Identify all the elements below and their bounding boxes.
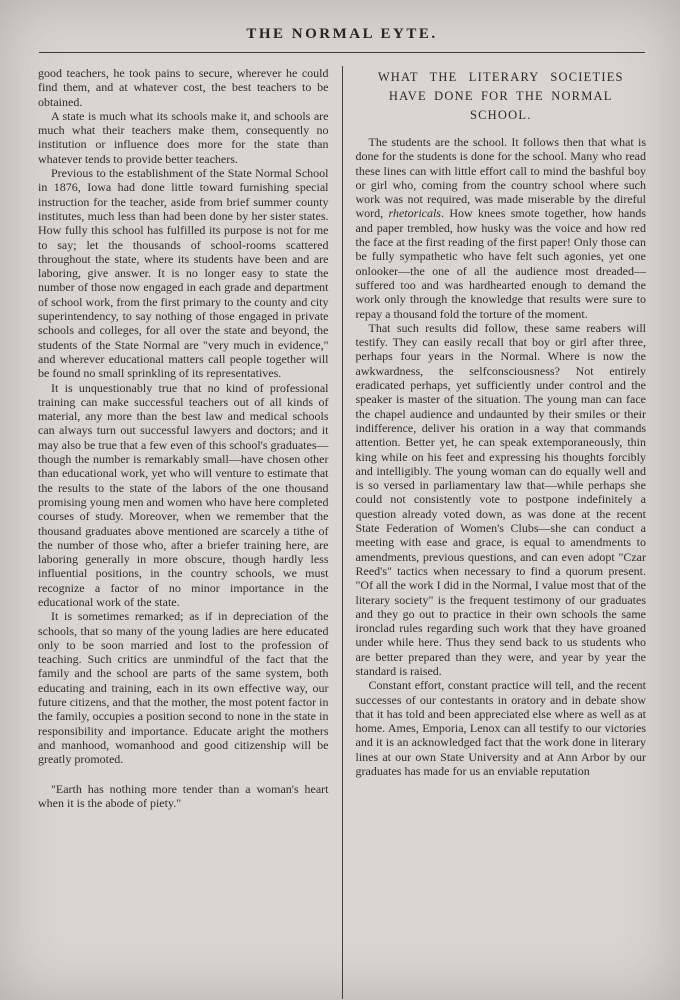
article-heading-line: SCHOOL. <box>469 108 532 122</box>
article-heading-line: HAVE DONE FOR THE NORMAL <box>388 89 613 103</box>
columns <box>38 53 646 999</box>
right-column <box>343 66 647 999</box>
paragraph: It is unquestionably true that no kind of professional training can make successful teachers out of all kinds of material, any more than the best law and medical schools can always turn out successful lawyers and doctors; and it may also be true that a few even of this school's graduates—though the number is remarkably small—have chosen other than educational work, yet who will venture to estimate that the results to the state of the labors of the one thousand promising young men and women who have here completed courses of study. Moreover, when we remember that the thousand graduates above mentioned are scarcely a tithe of the number of those who, after a briefer training here, are laboring generally in more obscure, though hardly less influential positions, in the country schools, we must recognize a factor of no minor importance in the educational work of the state. <box>38 380 329 609</box>
paragraph: good teachers, he took pains to secure, wherever he could find them, and at whatever cost, the best teachers to be obtained. <box>38 66 329 109</box>
paragraph: That such results did follow, these same reabers will testify. They can easily recall that boy or girl after three, perhaps four years in the Normal. Where is now the awkwardness, the selfconsciousness? Not entirely eradicated perhaps, yet sufficiently under control and the speaker is master of the situation. The young man can face the chapel audience and undaunted by their smiles or their indifference, deliver his oration in a way that commands attention. Better yet, he can speak extemporaneously, thin king while on his feet and expressing his thoughts forcibly and intelligibly. The young woman can do equally well and is so versed in parliamentary law that—while perhaps she could not consistently vote to postpone indefinitely a question already voted down, as was done at the recent State Federation of Women's Clubs—she can conduct a meeting with ease and grace, is equal to amendments to amendments, previous questions, and can even adopt "Czar Reed's" tactics when necessary to find a quorum present. "Of all the work I did in the Normal, I value most that of the literary society" is the frequent testimony of our graduates and they go out to practice in their own schools the same ironclad rules regarding such work that they have groaned under while here. Thus they send back to us students who are better prepared than they were, and year by year the standard is raised. <box>355 320 646 678</box>
italic-word: rhetoricals <box>388 206 441 221</box>
paragraph: It is sometimes remarked; as if in depreciation of the schools, that so many of the young ladies are here educated only to be soon married and lost to the profession of teaching. Such critics are unmindful of the fact that the family and the school are parts of the same system, both educating and training, each in its own effective way, our future citizens, and that the mother, the most potent factor in the family, occupies a position second to none in the state in responsibility and importance. Educate aright the mothers and manhood, womanhood and good citizenship will be greatly promoted. <box>38 609 329 767</box>
paragraph: Constant effort, constant practice will tell, and the recent successes of our contestants in oratory and in debate show that it has told and been appreciated else where as well as at home. Ames, Emporia, Lenox can all testify to our victories and it is an acknowledged fact that the work done in literary lines at our own State University and at Ann Arbor by our graduates has made for us an enviable reputation <box>355 678 646 779</box>
article-heading-line: WHAT THE LITERARY SOCIETIES <box>377 70 624 84</box>
paragraph: A state is much what its schools make it, and schools are much what their teachers make them, consequently no institution or influence does more for the state than whatever tends to provide better teachers. <box>38 108 329 166</box>
closing-quote: "Earth has nothing more tender than a woman's heart when it is the abode of piety." <box>38 781 329 810</box>
article-heading <box>356 68 647 125</box>
left-column <box>38 66 342 999</box>
masthead-title: THE NORMAL EYTE. <box>246 26 438 42</box>
paragraph-text: . How knees smote together, how hands and paper trembled, how husky was the voice and how red the face at the first reading of the first paper! Only those can be fully sympathetic who have felt such agonies, yet one onlooker—the one of all the audience most dreaded—suffered too and was hardhearted enough to demand the work only through the knowledge that results were sure to repay a thousand fold the torture of the moment. <box>355 206 646 321</box>
paragraph <box>356 135 647 321</box>
paragraph: Previous to the establishment of the State Normal School in 1876, Iowa had done little toward furnishing special instruction for the teacher, aside from brief summer county institutes, much less than had been done by her sister states. How fully this school has fulfilled its purpose is not for me to say; let the thousands of school-rooms scattered throughout the state, where its students have been and are laboring, give answer. It is no longer easy to state the number of those now engaged in each grade and department of school work, from the first primary to the county and city superintendency, to say nothing of those engaged in private schools and colleges, for all over the state and beyond, the students of the State Normal are "very much in evidence," and wherever educational matters call people together will be found no small sprinkling of its representatives. <box>38 166 329 381</box>
paragraph-text: The students are the school. It follows then that what is done for the students is done for the school. Many who read these lines can with little effort call to mind the bashful boy or girl who, coming from the country school where such work was not required, was made miserable by the direful word, <box>355 135 646 221</box>
